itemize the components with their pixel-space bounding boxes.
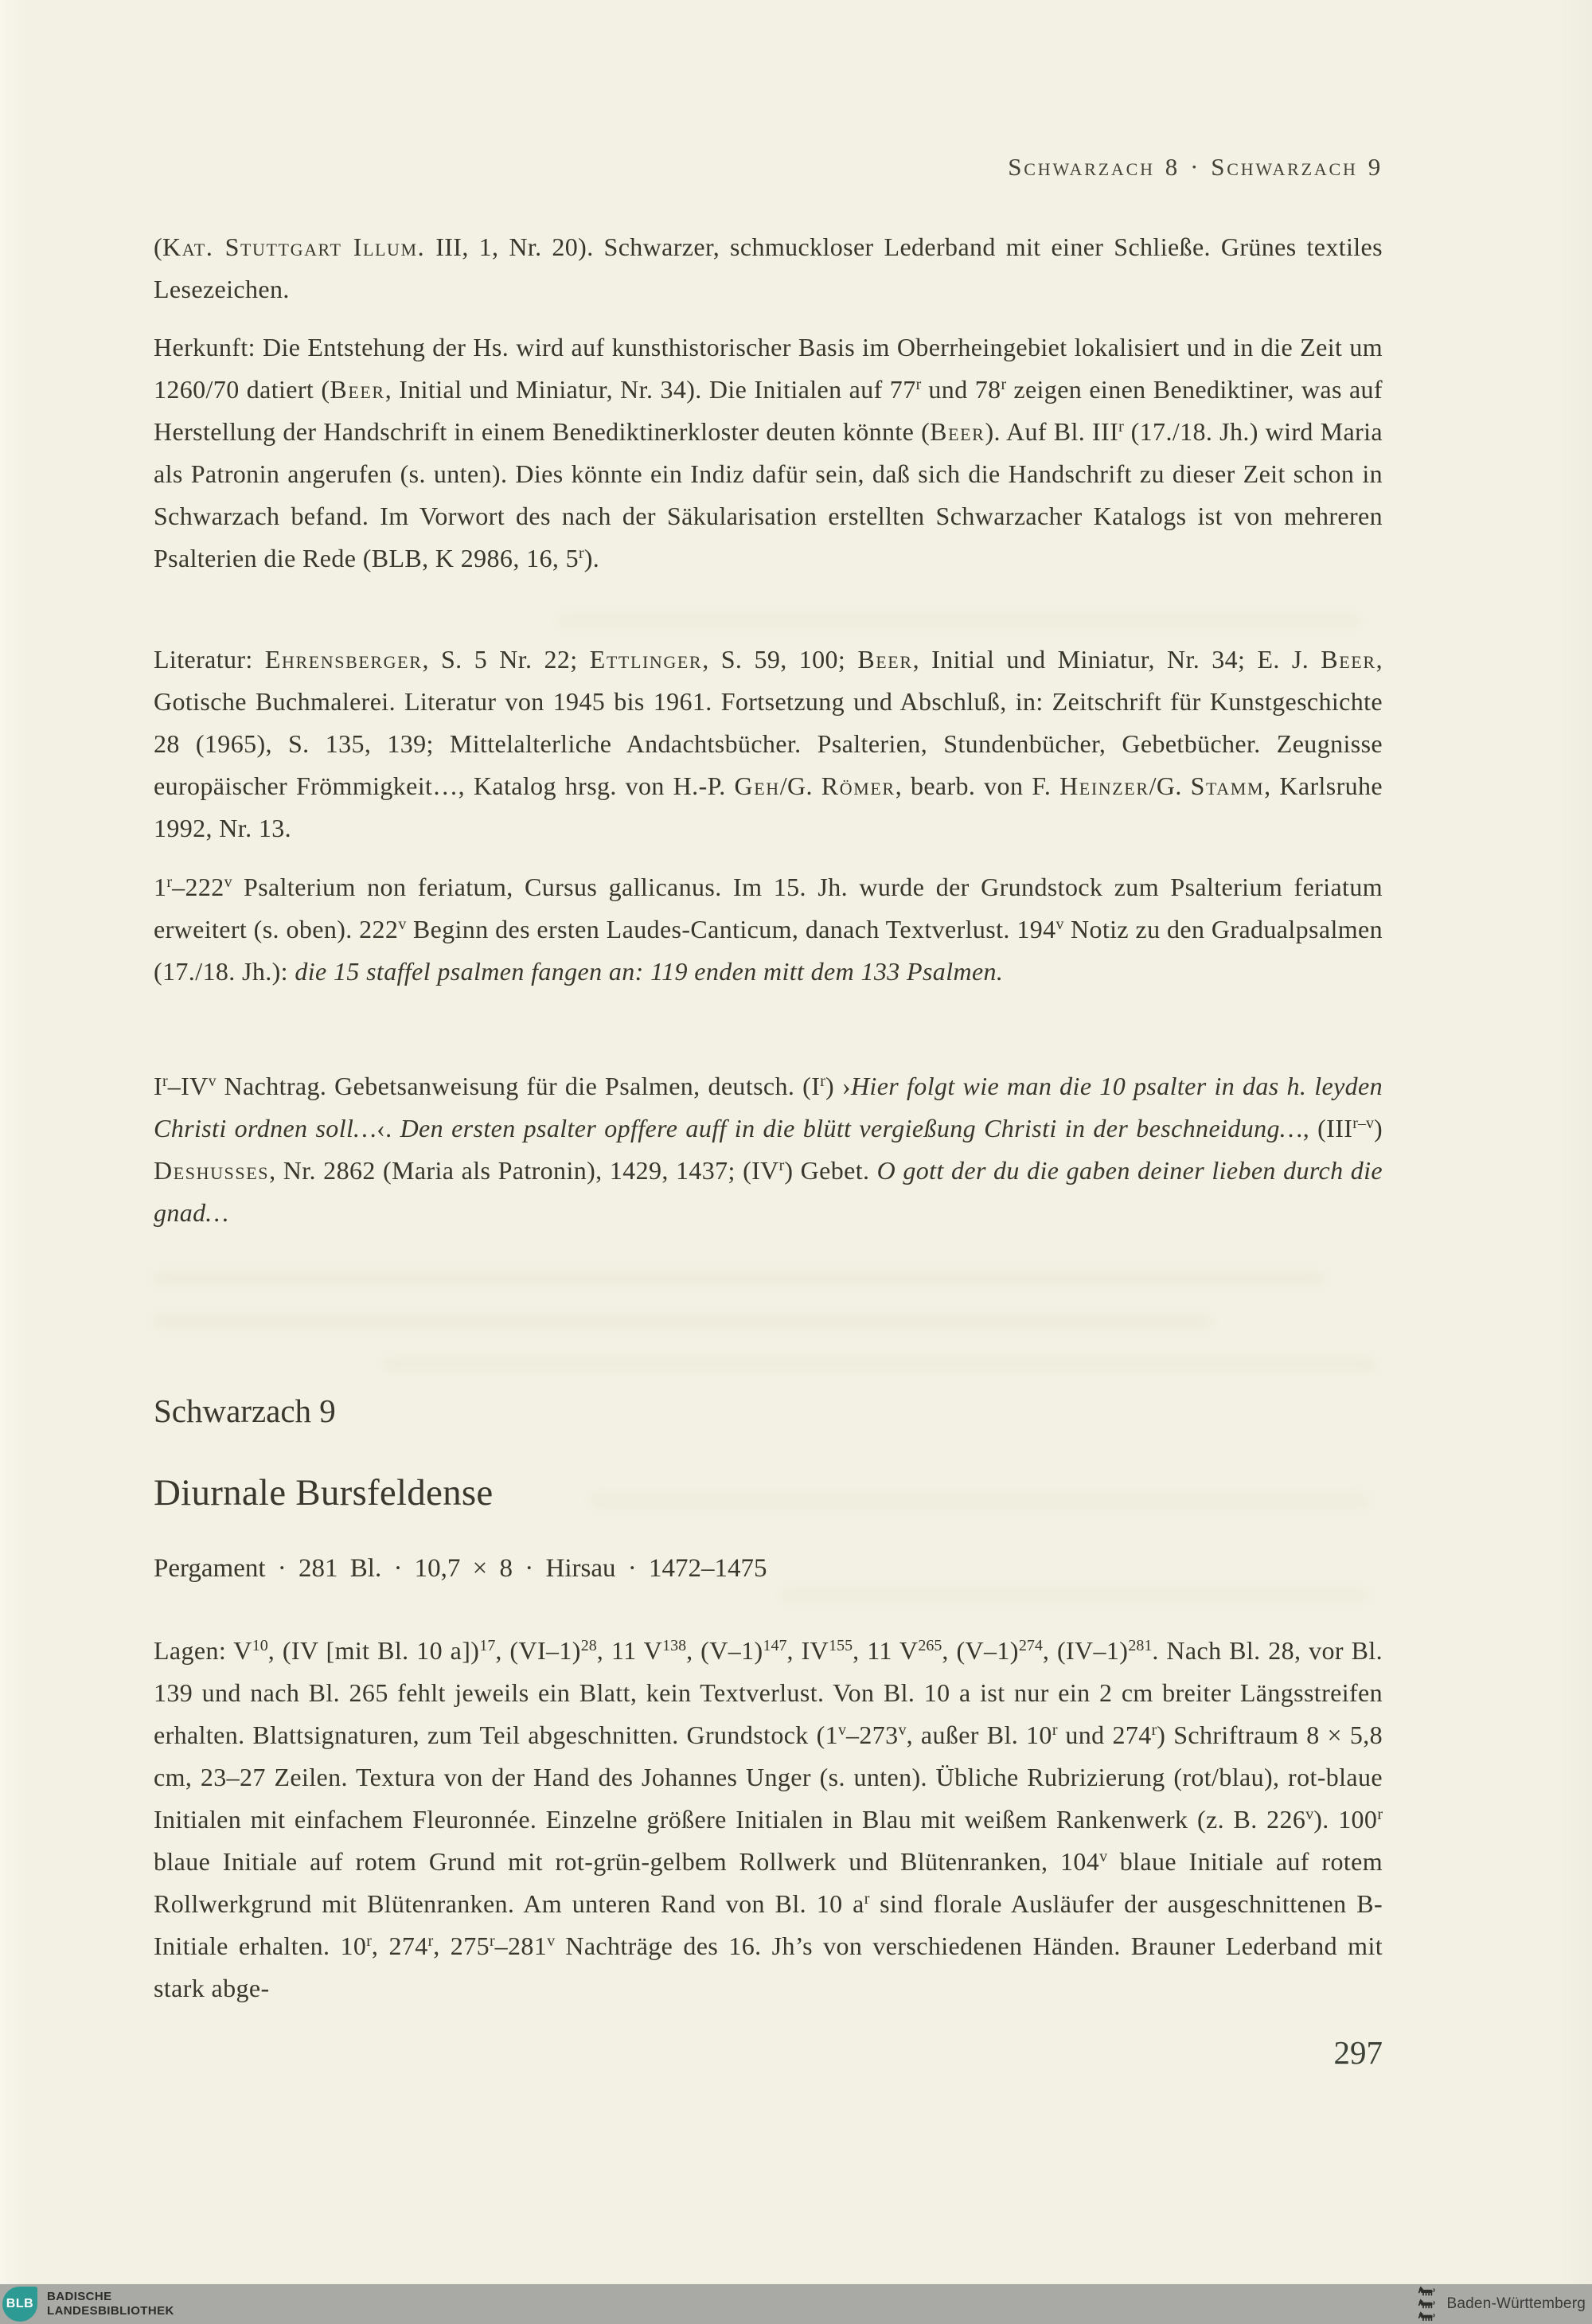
blb-logo-text: BLB bbox=[6, 2297, 34, 2310]
blb-logo-icon bbox=[2, 2287, 37, 2322]
state-name-label: Baden-Württemberg bbox=[1446, 2295, 1586, 2312]
running-header: Schwarzach 8 · Schwarzach 9 bbox=[1008, 153, 1383, 181]
entry-heading-schwarzach-9: Schwarzach 9 bbox=[154, 1392, 336, 1429]
state-brand bbox=[1414, 2286, 1586, 2322]
paragraph-binding-description: (Kat. Stuttgart Illum. III, 1, Nr. 20). Schwarzer, schmuckloser Lederband mit einer Schließe. Grünes textiles Lesezeichen. bbox=[154, 232, 1383, 303]
paragraph-herkunft: Herkunft: Die Entstehung der Hs. wird auf kunsthistorischer Basis im Oberrheingebiet lokalisiert und in die Zeit um 1260/70 datiert (Beer, Initial und Miniatur, Nr. 34). Die Initialen auf 77$^r$ und 78$^r$ zeigen einen Benediktiner, was auf Herstellung der Handschrift in einem Benediktinerkloster deuten könnte (Beer). Auf Bl. III$^r$ (17./18. Jh.) wird Maria als Patronin angerufen (s. unten). Dies könnte ein Indiz dafür sein, daß sich die Handschrift zu dieser Zeit schon in Schwarzach befand. Im Vorwort des nach der Säkularisation erstellten Schwarzacher Katalogs ist von mehreren Psalterien die Rede (BLB, K 2986, 16, 5$^r$). bbox=[154, 333, 1383, 572]
paragraph-content-nachtrag: $I^r-IV^v$ Nachtrag. Gebetsanweisung für die Psalmen, deutsch. $(I^r)$ ›Hier folgt wie man die 10 psalter in das h. leyden Christi ordnen soll…‹. Den ersten psalter opffere auff in die blütt vergießung Christi in der beschneidung…, (III$^{r-v}$) Deshusses, Nr. 2862 (Maria als Patronin), 1429, 1437; $(IV^r)$ Gebet. O gott der du die gaben deiner lieben durch die gnad… bbox=[154, 1072, 1383, 1227]
bleed-through-artifact bbox=[780, 1589, 1369, 1601]
bleed-through-artifact bbox=[154, 1272, 1324, 1284]
library-name-line1: BADISCHE bbox=[47, 2290, 112, 2303]
library-name bbox=[47, 2290, 174, 2318]
bleed-through-artifact bbox=[589, 1495, 1369, 1507]
bleed-through-artifact bbox=[382, 1358, 1377, 1370]
library-name-line2: LANDESBIBLIOTHEK bbox=[47, 2304, 174, 2318]
paragraph-literatur: Literatur: Ehrensberger, S. 5 Nr. 22; Ettlinger, S. 59, 100; Beer, Initial und Miniatur, Nr. 34; E. J. Beer, Gotische Buchmalerei. Literatur von 1945 bis 1961. Fortsetzung und Abschluß, in: Zeitschrift für Kunstgeschichte 28 (1965), S. 135, 139; Mittelalterliche Andachtsbücher. Psalterien, Stundenbücher, Gebetbücher. Zeugnisse europäischer Frömmigkeit…, Katalog hrsg. von H.-P. Geh/G. Römer, bearb. von F. Heinzer/G. Stamm, Karlsruhe 1992, Nr. 13. bbox=[154, 645, 1383, 842]
baden-wuerttemberg-coat-of-arms-icon bbox=[1414, 2286, 1439, 2322]
bleed-through-artifact bbox=[557, 615, 1361, 627]
entry-meta-line: Pergament · 281 Bl. · 10,7 × 8 · Hirsau · 1472–1475 bbox=[154, 1554, 767, 1583]
footer-bar bbox=[0, 2284, 1592, 2324]
entry-title-diurnale: Diurnale Bursfeldense bbox=[154, 1472, 494, 1514]
page-number: 297 bbox=[1333, 2034, 1383, 2071]
paragraph-lagen: Lagen: $V^{10}$, (IV [mit Bl. 10 a])$^{17}$, $(VI-1)^{28}$, 11 $V^{138}$, $(V-1)^{147}$, IV$^{155}$, 11 $V^{265}$, $(V-1)^{274}$, $(IV-1)^{281}$. Nach Bl. 28, vor Bl. 139 und nach Bl. 265 fehlt jeweils ein Blatt, kein Textverlust. Von Bl. 10 a ist nur ein 2 cm breiter Längsstreifen erhalten. Blattsignaturen, zum Teil abgeschnitten. Grundstock (1$^v$–273$^v$, außer Bl. 10$^r$ und 274$^r$) Schriftraum 8 × 5,8 cm, 23–27 Zeilen. Textura von der Hand des Johannes Unger (s. unten). Übliche Rubrizierung (rot/blau), rot-blaue Initialen mit einfachem Fleuronnée. Einzelne größere Initialen in Blau mit weißem Rankenwerk (z. B. 226$^v$). 100$^r$ blaue Initiale auf rotem Grund mit rot-grün-gelbem Rollwerk und Blütenranken, 104$^v$ blaue Initiale auf rotem Rollwerkgrund mit Blütenranken. Am unteren Rand von Bl. 10 $a^r$ sind florale Ausläufer der ausgeschnittenen B-Initiale erhalten. 10$^r$, 274$^r$, 275$^r$–281$^v$ Nachträge des 16. Jh’s von verschiedenen Händen. Brauner Lederband mit stark abge- bbox=[154, 1636, 1383, 2002]
bleed-through-artifact bbox=[154, 1315, 1212, 1327]
paragraph-content-psalterium: 1$^r$–222$^v$ Psalterium non feriatum, Cursus gallicanus. Im 15. Jh. wurde der Grundstock zum Psalterium feriatum erweitert (s. oben). 222$^v$ Beginn des ersten Laudes-Canticum, danach Textverlust. 194$^v$ Notiz zu den Gradualpsalmen (17./18. Jh.): die 15 staffel psalmen fangen an: 119 enden mitt dem 133 Psalmen. bbox=[154, 873, 1383, 986]
